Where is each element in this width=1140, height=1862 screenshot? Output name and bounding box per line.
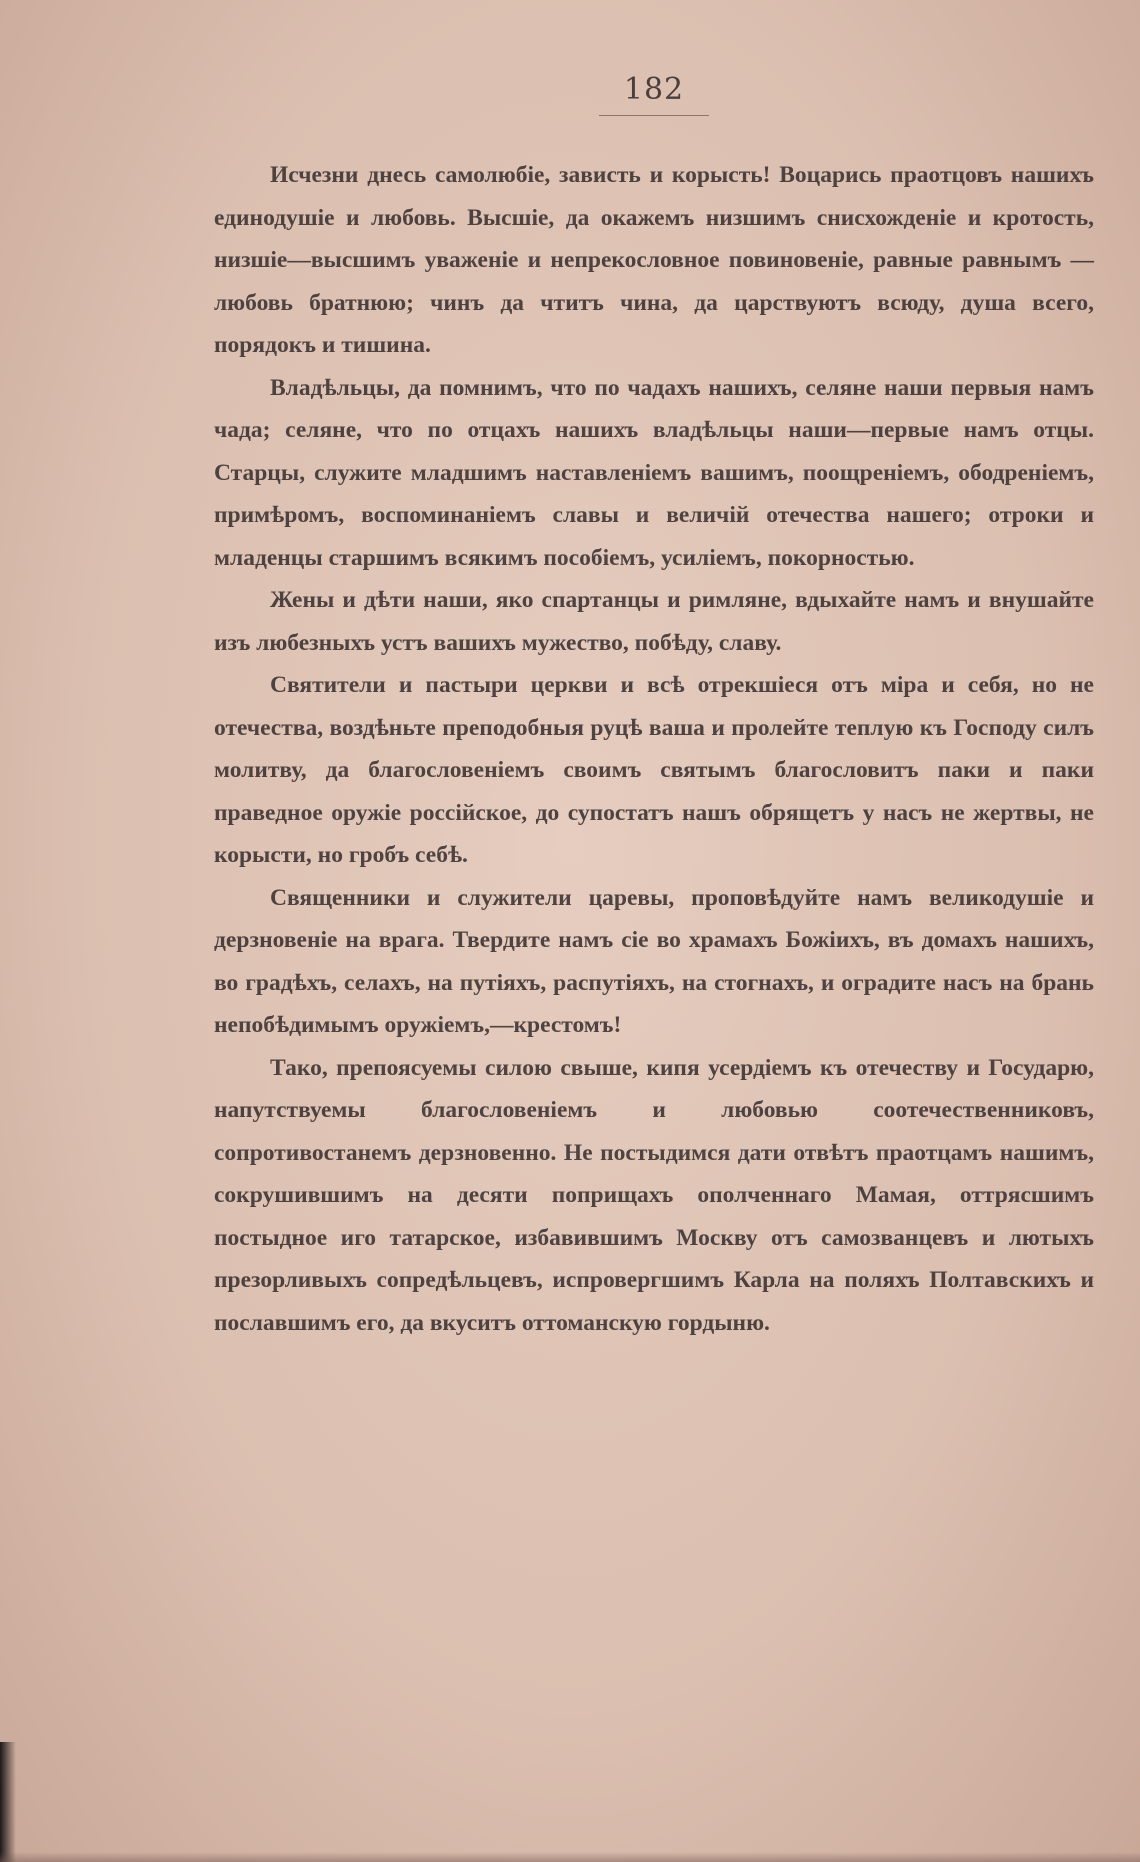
- paragraph-2: Владѣльцы, да помнимъ, что по чадахъ нашихъ, селяне наши первыя намъ чада; селяне, что по отцахъ нашихъ владѣльцы наши—первые намъ отцы. Старцы, служите младшимъ наставленіемъ вашимъ, поощреніемъ, ободреніемъ, примѣромъ, воспоминаніемъ славы и величій отечества нашего; отроки и младенцы старшимъ всякимъ пособіемъ, усиліемъ, покорностью.: [214, 374, 1094, 571]
- header-rule: [599, 115, 709, 116]
- paragraph-3: Жены и дѣти наши, яко спартанцы и римляне, вдыхайте намъ и внушайте изъ любезныхъ устъ вашихъ мужество, побѣду, славу.: [214, 587, 1094, 656]
- page-body: [214, 154, 1094, 1344]
- page-corner-shadow: [0, 1742, 16, 1862]
- paragraph-1: Исчезни днесь самолюбіе, зависть и корысть! Воцарись праотцовъ нашихъ единодушіе и любовь. Высшіе, да окажемъ низшимъ снисхожденіе и кротость, низшіе—высшимъ уваженіе и непрекословное повиновеніе, равные равнымъ — любовь братнюю; чинъ да чтитъ чина, да царствуютъ всюду, душа всего, порядокъ и тишина.: [214, 162, 1094, 358]
- paragraph-5: Священники и служители царевы, проповѣдуйте намъ великодушіе и дерзновеніе на врага. Твердите намъ сіе во храмахъ Божіихъ, въ домахъ нашихъ, во градѣхъ, селахъ, на путіяхъ, распутіяхъ, на стогнахъ, и оградите насъ на брань непобѣдимымъ оружіемъ,—крестомъ!: [214, 884, 1094, 1038]
- paragraph-6: Тако, препоясуемы силою свыше, кипя усердіемъ къ отечеству и Государю, напутствуемы благословеніемъ и любовью соотечественниковъ, сопротивостанемъ дерзновенно. Не постыдимся дати отвѣтъ праотцамъ нашимъ, сокрушившимъ на десяти поприщахъ ополченнаго Мамая, оттрясшимъ постыдное иго татарское, избавившимъ Москву отъ самозванцевъ и лютыхъ презорливыхъ сопредѣльцевъ, испровергшимъ Карла на поляхъ Полтавскихъ и пославшимъ его, да вкуситъ оттоманскую гордыню.: [214, 1054, 1094, 1336]
- book-page: [214, 60, 1094, 1344]
- paragraph-4: Святители и пастыри церкви и всѣ отрекшіеся отъ міра и себя, но не отечества, воздѣньте преподобныя руцѣ ваша и пролейте теплую къ Господу силъ молитву, да благословеніемъ своимъ святымъ благословитъ паки и паки праведное оружіе россійское, до супостатъ нашъ обрящетъ у насъ не жертвы, не корысти, но гробъ себѣ.: [214, 672, 1094, 868]
- page-number: 182: [623, 72, 685, 107]
- page-bottom-edge: [0, 1852, 1140, 1862]
